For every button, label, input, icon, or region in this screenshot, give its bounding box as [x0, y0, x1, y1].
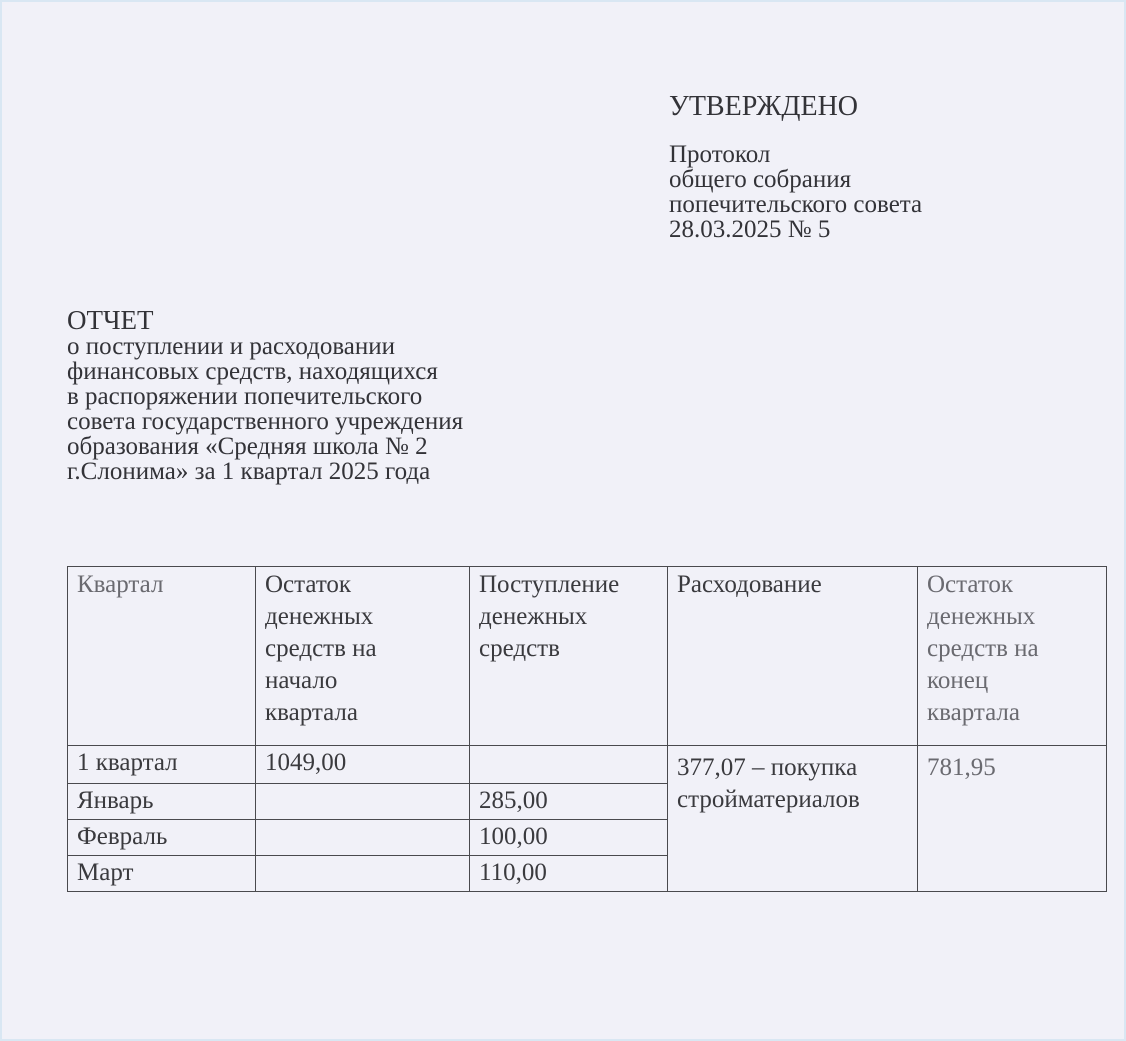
approval-block — [669, 92, 922, 242]
approval-title: УТВЕРЖДЕНО — [669, 91, 859, 122]
cell-period: Февраль — [68, 820, 256, 856]
cell-expense: 377,07 – покупка стройматериалов — [668, 746, 918, 892]
approval-date: 28.03.2025 № 5 — [669, 216, 831, 243]
table-row — [68, 746, 1107, 784]
header-end-balance: Остаток денежных средств на конец квартала — [918, 567, 1107, 746]
cell-income: 100,00 — [470, 820, 668, 856]
report-subtitle-line: г.Слонима» за 1 квартал 2025 года — [67, 458, 431, 485]
cell-start-balance — [256, 856, 470, 892]
cell-income — [470, 746, 668, 784]
cell-start-balance: 1049,00 — [256, 746, 470, 784]
cell-start-balance — [256, 820, 470, 856]
approval-line: Протокол — [669, 141, 771, 168]
cell-period: Январь — [68, 784, 256, 820]
report-heading — [67, 306, 463, 484]
approval-line: общего собрания — [669, 166, 852, 193]
report-subtitle-line: о поступлении и расходовании — [67, 333, 396, 360]
report-subtitle-line: в распоряжении попечительского — [67, 383, 423, 410]
table-header-row — [68, 567, 1107, 746]
cell-period: Март — [68, 856, 256, 892]
report-subtitle-line: финансовых средств, находящихся — [67, 358, 438, 385]
cell-end-balance: 781,95 — [918, 746, 1107, 892]
approval-line: попечительского совета — [669, 191, 923, 218]
header-start-balance: Остаток денежных средств на начало квартала — [256, 567, 470, 746]
cell-income: 110,00 — [470, 856, 668, 892]
cell-income: 285,00 — [470, 784, 668, 820]
report-title: ОТЧЕТ — [67, 305, 154, 335]
cell-period: 1 квартал — [68, 746, 256, 784]
cell-start-balance — [256, 784, 470, 820]
header-quarter: Квартал — [68, 567, 256, 746]
header-income: Поступление денежных средств — [470, 567, 668, 746]
report-subtitle-line: совета государственного учреждения — [67, 408, 464, 435]
report-subtitle-line: образования «Средняя школа № 2 — [67, 433, 428, 460]
header-expense: Расходование — [668, 567, 918, 746]
report-table — [67, 566, 1107, 892]
